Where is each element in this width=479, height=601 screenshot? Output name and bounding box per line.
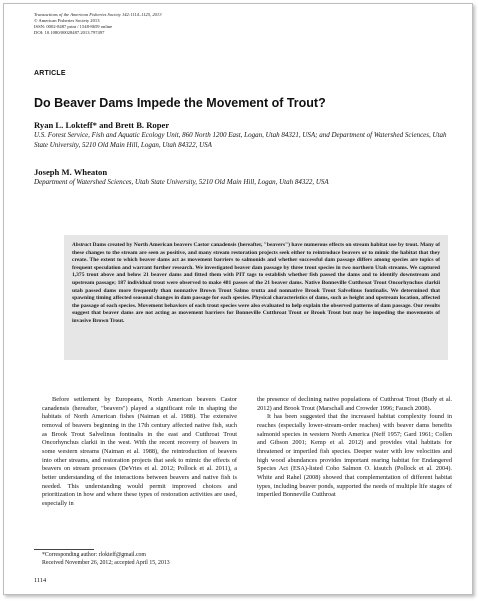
body-column-left — [42, 396, 237, 509]
corresponding-author: *Corresponding author: rlokteff@gmail.com — [42, 552, 146, 558]
author-group-1 — [34, 120, 454, 151]
body-paragraph: the presence of declining native populations of Cutthroat Trout (Budy et al. 2012) and Brook Trout (Marschall and Crowder 1996; Fausch 2008). — [257, 396, 452, 412]
received-dates: Received November 26, 2012; accepted April 15, 2013 — [42, 559, 170, 566]
article-title: Do Beaver Dams Impede the Movement of Trout? — [34, 96, 326, 110]
author-affiliation: U.S. Forest Service, Fish and Aquatic Ecology Unit, 860 North 1200 East, Logan, Utah 84321, USA; and Department of Watershed Sciences, Utah State University, 5210 Old Main Hill, Logan, Utah 84322, USA — [34, 131, 447, 149]
journal-citation: Transactions of the American Fisheries Society 142:1114–1125, 2013 — [34, 12, 162, 17]
section-label: ARTICLE — [34, 70, 66, 77]
issn-line: ISSN: 0002-8487 print / 1548-8659 online — [34, 24, 113, 29]
page-number: 1114 — [34, 577, 47, 584]
journal-header — [34, 12, 162, 36]
author-affiliation: Department of Watershed Sciences, Utah State University, 5210 Old Main Hill, Logan, Utah 84322, USA — [34, 178, 329, 186]
author-names: Joseph M. Wheaton — [34, 167, 108, 177]
body-column-right — [257, 396, 452, 500]
body-paragraph: It has been suggested that the increased habitat complexity found in reaches (especially lower-stream-order reaches) with beaver dams benefits salmonid species in western North America (Neff 1957; Gard 1961; Collen and Gibson 2001; Kemp et al. 2012) and provides vital habitats for threatened or imperiled fish species. Deeper water with low velocities and high wood abundances provides important rearing habitat for Endangered Species Act (ESA)-listed Coho Salmon O. kisutch (Pollock et al. 2004). White and Rahel (2008) showed that complementation of different habitat types, including beaver ponds, supported the needs of multiple life stages of imperiled Bonneville Cutthroat — [257, 413, 452, 499]
copyright-line: © American Fisheries Society 2013 — [34, 18, 100, 23]
doi-line: DOI: 10.1080/00028487.2013.797497 — [34, 30, 105, 35]
author-names: Ryan L. Lokteff* and Brett B. Roper — [34, 120, 170, 130]
abstract-box — [64, 235, 448, 360]
abstract-text: Dams created by North American beavers Castor canadensis (hereafter, "beavers") have numerous effects on stream habitat use by trout. Many of these changes to the stream are seen as positive, and many stream restoration projects seek either to reintroduce beavers or to mimic the habitat that they create. The extent to which beaver dams act as movement barriers to salmonids and whether successful dam passage differs among species are topics of frequent speculation and warrant further research. We investigated beaver dam passage by three trout species in two northern Utah streams. We captured 1,375 trout above and below 21 beaver dams and fitted them with PIT tags to establish whether fish passed the dams and to identify downstream and upstream passage; 187 individual trout were observed to make 481 passes of the 21 beaver dams. Native Bonneville Cutthroat Trout Oncorhynchus clarkii utah passed dams more frequently than nonnative Brown Trout Salmo trutta and nonnative Brook Trout Salvelinus fontinalis. We determined that spawning timing affected seasonal changes in dam passage for each species. Physical characteristics of dams, such as height and upstream location, affected the passage of each species. Movement behaviors of each trout species were also evaluated to help explain the observed patterns of dam passage. Our results suggest that beaver dams are not acting as movement barriers for Bonneville Cutthroat Trout or Brook Trout but may be impeding the movements of invasive Brown Trout. — [72, 242, 440, 324]
abstract-label: Abstract — [72, 242, 92, 248]
author-group-2 — [34, 167, 454, 188]
body-paragraph: Before settlement by Europeans, North American beavers Castor canadensis (hereafter, "beavers") played a significant role in shaping the habitats of North American fishes (Naiman et al. 1988). The extensive removal of beavers beginning in the 17th century affected native fish, such as Brook Trout Salvelinus fontinalis in the east and Cutthroat Trout Oncorhynchus clarkii in the west. With the recent recovery of beavers in some western streams (Naiman et al. 1988), the reintroduction of beavers into other streams, and restoration projects that seek to mimic the effects of beavers on stream processes (DeVries et al. 2012; Pollock et al. 2011), a better understanding of the interactions between beavers and native fish is needed. This understanding would permit improved choices and prioritization in how and where these types of restoration activities are used, especially in — [42, 396, 237, 507]
footnote-divider — [34, 549, 94, 550]
article-page — [3, 3, 473, 595]
footnote — [42, 552, 170, 567]
